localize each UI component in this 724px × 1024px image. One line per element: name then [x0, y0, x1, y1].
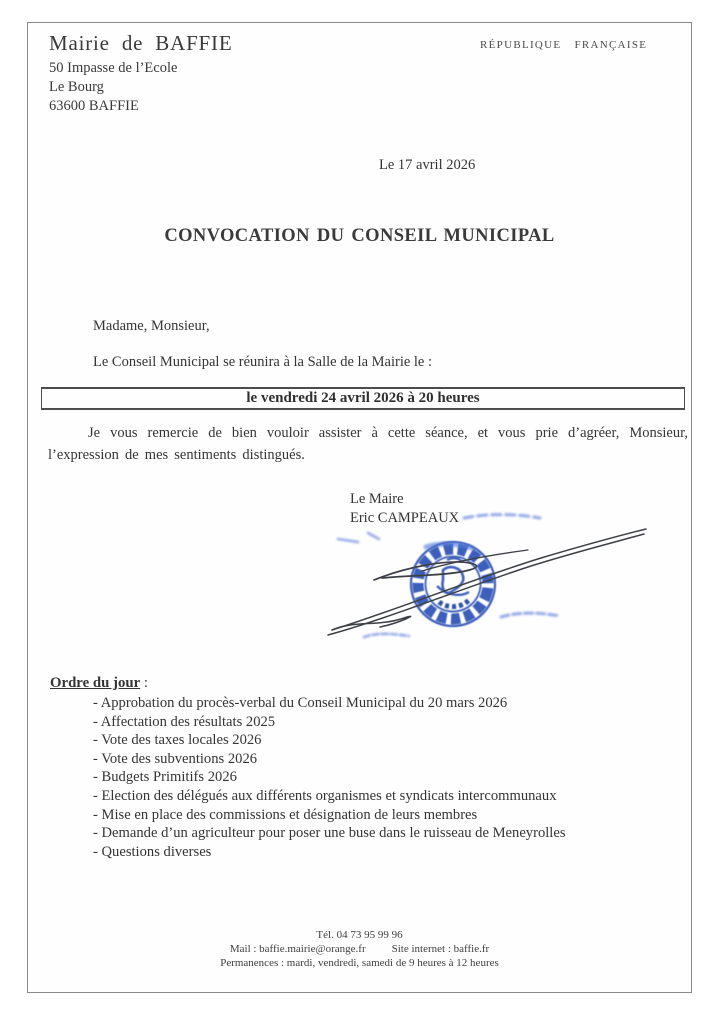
- agenda-item: - Mise en place des commissions et désignation de leurs membres: [93, 806, 478, 823]
- address-line-3: 63600 BAFFIE: [49, 98, 139, 114]
- footer-tel: Tél. 04 73 95 99 96: [316, 929, 403, 941]
- intro-line: Le Conseil Municipal se réunira à la Salle de la Mairie le :: [93, 354, 433, 370]
- agenda-list: [93, 694, 566, 861]
- agenda-heading-text: Ordre du jour: [50, 675, 141, 691]
- address-line-1: 50 Impasse de l’Ecole: [49, 60, 178, 76]
- address-line-2: Le Bourg: [49, 79, 104, 95]
- footer-mail: Mail : baffie.mairie@orange.fr: [229, 942, 366, 955]
- agenda-item: - Approbation du procès-verbal du Conseil Municipal du 20 mars 2026: [93, 695, 508, 711]
- footer: [28, 929, 691, 970]
- republic-label: RÉPUBLIQUE FRANÇAISE: [480, 39, 648, 51]
- org-address: [49, 59, 177, 116]
- agenda-item: - Budgets Primitifs 2026: [93, 769, 237, 786]
- agenda-heading-colon: :: [140, 675, 148, 691]
- agenda-item: - Demande d’un agriculteur pour poser une buse dans le ruisseau de Meneyrolles: [93, 825, 566, 842]
- signer-role: Le Maire: [350, 491, 404, 507]
- org-name: Mairie de BAFFIE: [49, 31, 233, 55]
- letter-date: Le 17 avril 2026: [379, 157, 476, 173]
- footer-contact-line: [28, 943, 691, 957]
- salutation: Madame, Monsieur,: [93, 318, 210, 334]
- document-title: CONVOCATION DU CONSEIL MUNICIPAL: [164, 226, 555, 246]
- agenda-item: - Vote des subventions 2026: [93, 750, 258, 767]
- footer-permanences: Permanences : mardi, vendredi, samedi de 9 heures à 12 heures: [220, 956, 499, 969]
- footer-site: Site internet : baffie.fr: [391, 942, 490, 955]
- municipal-stamp-icon: [411, 542, 495, 626]
- signature-and-stamp-art: [326, 506, 666, 654]
- agenda-heading: [50, 675, 148, 692]
- agenda-item: - Affectation des résultats 2025: [93, 713, 276, 730]
- agenda-item: - Vote des taxes locales 2026: [93, 732, 262, 749]
- agenda-item: - Election des délégués aux différents organismes et syndicats intercommunaux: [93, 787, 557, 804]
- body-paragraph: Je vous remercie de bien vouloir assister à cette séance, et vous prie d’agréer, Monsieur, l’expression de mes sentiments distingués.: [48, 425, 688, 463]
- agenda-item: - Questions diverses: [93, 843, 212, 860]
- ink-smudges: [338, 515, 560, 637]
- document-page: [27, 22, 692, 993]
- meeting-date-box: [41, 387, 685, 410]
- meeting-date-text: le vendredi 24 avril 2026 à 20 heures: [246, 390, 480, 406]
- signer-name: Eric CAMPEAUX: [350, 510, 460, 526]
